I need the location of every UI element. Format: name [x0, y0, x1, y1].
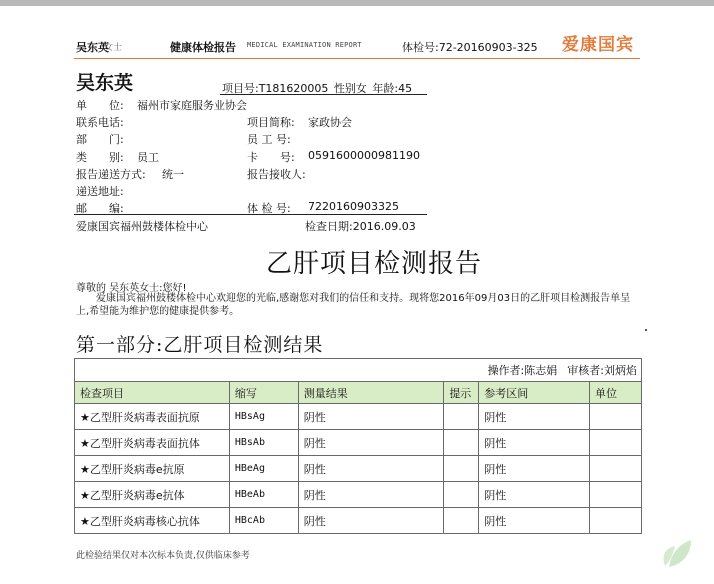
exam-date: 检查日期:2016.09.03 — [305, 220, 416, 233]
patient-gender: 性别女 — [333, 82, 367, 95]
patient-age: 年龄:45 — [372, 82, 413, 95]
table-row — [75, 456, 642, 482]
row-item: ★乙型肝炎病毒表面抗原 — [75, 404, 230, 430]
row-unit — [590, 482, 642, 508]
project-abbr-value: 家政协会 — [308, 116, 352, 129]
card-label: 卡 号: — [247, 151, 295, 164]
row-result: 阴性 — [298, 430, 444, 456]
row-ref: 阴性 — [479, 482, 590, 508]
patient-info-underline — [220, 94, 427, 95]
row-hint — [444, 482, 479, 508]
header-item: 检查项目 — [75, 382, 230, 404]
exam-code-value: 7220160903325 — [308, 200, 399, 213]
row-hint — [444, 430, 479, 456]
row-abbr: HBeAb — [229, 482, 298, 508]
header-abbr: 缩写 — [229, 382, 298, 404]
row-result: 阴性 — [298, 404, 444, 430]
row-item: ★乙型肝炎病毒e抗体 — [75, 482, 230, 508]
intro-paragraph: 爱康国宾福州鼓楼体检中心欢迎您的光临,感谢您对我们的信任和支持。现将您2016年09月03日的乙肝项目检测报告单呈上,希望能为维护您的健康提供参考。 — [76, 293, 631, 317]
results-table — [74, 358, 642, 534]
report-title: 乙肝项目检测报告 — [266, 249, 483, 279]
margin-mark — [645, 329, 647, 331]
operator-row — [75, 359, 642, 382]
reviewer-label: 审核者: — [567, 364, 604, 377]
category-value: 员工 — [137, 151, 159, 164]
operator-name: 陈志娟 — [524, 364, 558, 377]
row-ref: 阴性 — [479, 456, 590, 482]
row-result: 阴性 — [298, 456, 444, 482]
section-title: 第一部分:乙肝项目检测结果 — [76, 334, 324, 356]
patient-name: 吴东英 — [76, 72, 134, 94]
row-abbr: HBsAg — [229, 404, 298, 430]
table-row — [75, 508, 642, 534]
row-ref: 阴性 — [479, 508, 590, 534]
page-header — [74, 30, 640, 59]
phone-label: 联系电话: — [76, 116, 124, 129]
operator-cell — [75, 359, 642, 382]
info-bottom-line — [74, 214, 427, 215]
table-header-row — [75, 382, 642, 404]
delivery-method-label: 报告递送方式: — [76, 168, 146, 181]
row-ref: 阴性 — [479, 430, 590, 456]
header-ref: 参考区间 — [479, 382, 590, 404]
row-unit — [590, 430, 642, 456]
exam-center-name: 爱康国宾福州鼓楼体检中心 — [76, 220, 208, 233]
delivery-address-label: 递送地址: — [76, 185, 124, 198]
brand-logo-text: 爱康国宾 — [562, 35, 634, 55]
leaf-icon — [657, 536, 695, 572]
row-item: ★乙型肝炎病毒e抗原 — [75, 456, 230, 482]
header-report-title-en: MEDICAL EXAMINATION REPORT — [247, 41, 362, 49]
row-unit — [590, 456, 642, 482]
header-report-title: 健康体检报告 — [170, 41, 236, 54]
operator-label: 操作者: — [487, 364, 525, 377]
table-row — [75, 430, 642, 456]
table-row — [75, 404, 642, 430]
greeting: 尊敬的 吴东英女士:您好! — [76, 283, 187, 294]
row-abbr: HBeAg — [229, 456, 298, 482]
header-patient-name: 吴东英 — [76, 41, 109, 54]
receiver-label: 报告接收人: — [247, 168, 306, 181]
project-abbr-label: 项目简称: — [247, 116, 295, 129]
row-unit — [590, 508, 642, 534]
footer-note: 此检验结果仅对本次标本负责,仅供临床参考 — [76, 551, 250, 561]
card-value: 0591600000981190 — [308, 149, 420, 162]
top-scroll-bar — [0, 0, 714, 6]
unit-value: 福州市家庭服务业协会 — [137, 99, 247, 112]
row-abbr: HBsAb — [229, 430, 298, 456]
delivery-method-value: 统一 — [162, 168, 184, 181]
header-result: 测量结果 — [298, 382, 444, 404]
row-hint — [444, 508, 479, 534]
project-number: 项目号:T181620005 — [222, 82, 329, 95]
row-hint — [444, 404, 479, 430]
row-ref: 阴性 — [479, 404, 590, 430]
postcode-label: 邮 编: — [76, 202, 124, 215]
header-hint: 提示 — [444, 382, 479, 404]
row-item: ★乙型肝炎病毒表面抗体 — [75, 430, 230, 456]
unit-label: 单 位: — [76, 99, 124, 112]
row-abbr: HBcAb — [229, 508, 298, 534]
row-result: 阴性 — [298, 508, 444, 534]
category-label: 类 别: — [76, 151, 124, 164]
exam-code-label: 体 检 号: — [247, 202, 291, 215]
row-item: ★乙型肝炎病毒核心抗体 — [75, 508, 230, 534]
header-patient-title: 女士 — [104, 43, 123, 53]
header-unit: 单位 — [590, 382, 642, 404]
row-unit — [590, 404, 642, 430]
table-row — [75, 482, 642, 508]
row-result: 阴性 — [298, 482, 444, 508]
dept-label: 部 门: — [76, 133, 124, 146]
staff-no-label: 员 工 号: — [247, 133, 291, 146]
reviewer-name: 刘炳焰 — [604, 364, 637, 377]
row-hint — [444, 456, 479, 482]
header-exam-number: 体检号:72-20160903-325 — [402, 41, 538, 54]
